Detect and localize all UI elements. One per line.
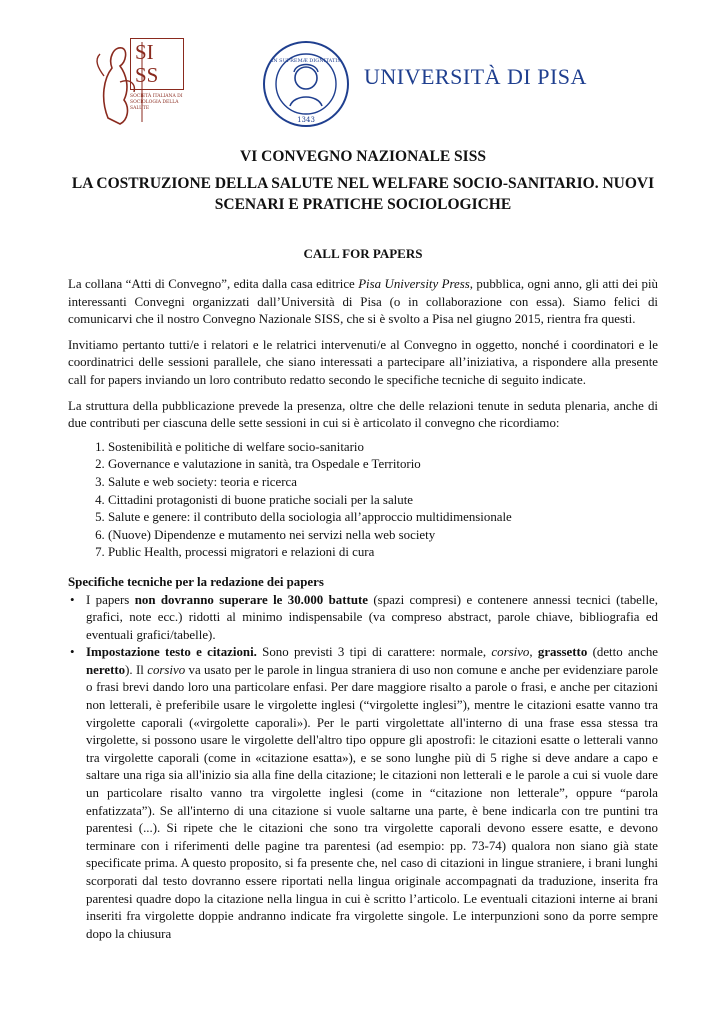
unipi-logo [260, 38, 590, 130]
list-item: 7. Public Health, processi migratori e relazioni di cura [108, 544, 658, 562]
spec-list [68, 592, 658, 944]
spec2-text-j: va usato per le parole in lingua straniera di uso non comune e anche per evidenziare parole o frasi brevi dando loro una particolare enfasi. Per dare maggiore risalto a parole o frasi, e anche per citazioni non letterali, è preferibile usare le virgolette inglesi (“virgolette inglesi”), mentre le citazioni esatte vanno tra virgolette caporali («virgolette caporali»). Per le parti virgolettate all'interno di una frase essa stessa tra virgolette, si possono usare le virgolette dell'altro tipo oppure gli apostrofi: le citazioni esatte o letterali vanno tra virgolette caporali (come in «citazione esatta»), e se sono lunghe più di 5 righe si deve andare a capo e saltare una riga sia all'inizio sia alla fine della citazione; le citazioni non letterali e le parole a cui si vuole dare un particolare risalto vanno tra virgolette inglesi (come in “citazione non letterale”, oppure “parola enfatizzata”). Se all'interno di una citazione si vuole saltarne una parte, è bene indicarla con tre puntini tra parentesi (...). Si ripete che le citazioni che sono tra virgolette caporali devono essere esatte, e devono terminare con i riferimenti delle pagine tra parentesi (ad esempio: pp. 73-74) qualora non siano già state specificate prima. A questo proposito, si fa presente che, nel caso di citazioni in lingue straniere, i brani lunghi scorporati dal testo dovranno essere riportati nella lingua originale accompagnati da traduzione, inserita fra parentesi quadre dopo la citazione nella lingua in cui è scritto l’articolo. Le eventuali citazioni interne ai brani inseriti fra virgolette doppie andranno indicate fra virgolette singole. Le interpunzioni sono da porre sempre dopo la chiusura [86, 662, 658, 941]
document-body [68, 276, 658, 943]
spec1-bold: non dovranno superare le 30.000 battute [134, 592, 368, 607]
spec-item-length [86, 592, 658, 645]
spec2-text-b: Sono previsti 3 tipi di carattere: normale, [256, 645, 492, 660]
list-item: 1. Sostenibilità e politiche di welfare socio-sanitario [108, 439, 658, 457]
header-logos [90, 38, 610, 130]
section-title: CALL FOR PAPERS [303, 246, 423, 261]
list-item: 3. Salute e web society: teoria e ricerca [108, 474, 658, 492]
spec2-text-f: (detto anche [587, 645, 658, 660]
spec-heading: Specifiche tecniche per la redazione dei papers [68, 574, 324, 589]
spec1-text-a: I papers [86, 592, 135, 607]
document-title: VI CONVEGNO NAZIONALE SISS [240, 148, 486, 165]
structure-paragraph: La struttura della pubblicazione prevede la presenza, oltre che delle relazioni tenute in seduta plenaria, anche di due contributi per ciascuna delle sette sessioni in cui si è articolato il convegno che ricordiamo: [68, 398, 658, 431]
siss-wordmark: SI SS [130, 38, 184, 90]
spec2-italic-example: corsivo [491, 645, 530, 660]
publisher-name: Pisa University Press [358, 277, 470, 291]
unipi-wordmark: UNIVERSITÀ DI PISA [364, 64, 587, 89]
spec1-text-c: (spazi compresi) e contenere annessi tecnici (tabelle, grafici, note ecc.) ridotti al minimo indispensabile (va compreso abstract, parole chiave, bibliografia ed eventuali grafici/tabelle). [86, 592, 658, 642]
list-item: 6. (Nuove) Dipendenze e mutamento nei servizi nella web society [108, 527, 658, 545]
document-subtitle: LA COSTRUZIONE DELLA SALUTE NEL WELFARE SOCIO-SANITARIO. NUOVI SCENARI E PRATICHE SOCIOLOGICHE [71, 175, 655, 213]
invite-paragraph: Invitiamo pertanto tutti/e i relatori e le relatrici intervenuti/e al Convegno in oggetto, nonché i coordinatori e le coordinatrici delle sessioni parallele, che siano interessati a partecipare all’iniziativa, a rispondere alla presente call for papers inviando un loro contributo redatto secondo le specifiche tecniche di seguito indicate. [68, 337, 658, 387]
spec2-text-d: , [529, 645, 538, 660]
list-item: 4. Cittadini protagonisti di buone pratiche sociali per la salute [108, 492, 658, 510]
spec2-neretto: neretto [86, 662, 126, 677]
spec2-corsivo: corsivo [147, 662, 186, 677]
intro-text-a: La collana “Atti di Convegno”, edita dalla casa editrice [68, 277, 359, 291]
unipi-seal-year: 1343 [297, 116, 315, 124]
spec2-heading: Impostazione testo e citazioni. [86, 645, 257, 660]
list-item: 5. Salute e genere: il contributo della sociologia all’approccio multidimensionale [108, 509, 658, 527]
list-item: 2. Governance e valutazione in sanità, tra Ospedale e Territorio [108, 456, 658, 474]
intro-text-c: , pubblica, ogni anno, gli atti dei più interessanti Convegni organizzati dall’Università di Pisa (o in collaborazione con essa). Siamo felici di comunicarvi che il nostro Convegno Nazionale SISS, che si è svolto a Pisa nel giugno 2015, rientra fra questi. [68, 277, 658, 327]
spec2-text-h: ). Il [125, 662, 148, 677]
siss-logo [90, 38, 200, 128]
siss-subtitle: SOCIETÀ ITALIANA DI SOCIOLOGIA DELLA SALUTE [130, 94, 183, 111]
sessions-list [68, 439, 658, 562]
spec2-bold-example: grassetto [537, 645, 588, 660]
intro-paragraph [68, 276, 658, 329]
unipi-seal-text: IN SUPREMÆ DIGNITATIS [271, 58, 341, 64]
spec-item-formatting [86, 644, 658, 943]
